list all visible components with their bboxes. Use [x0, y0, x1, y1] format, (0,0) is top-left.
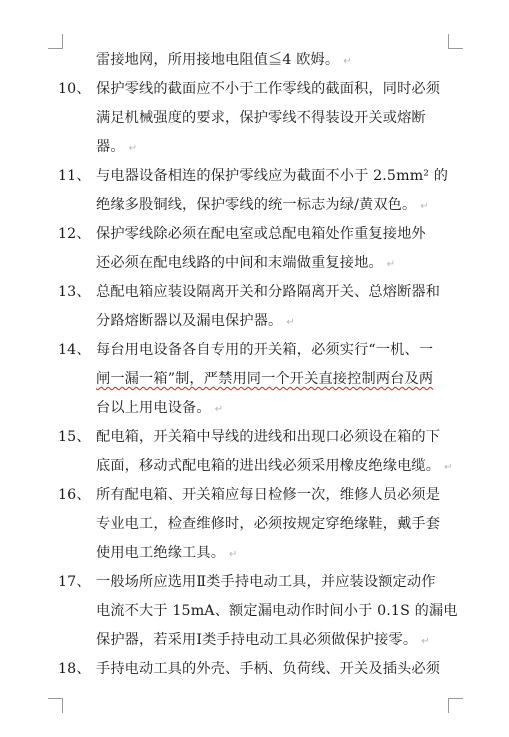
line-text: 保护零线除必须在配电室或总配电箱处作重复接地外: [96, 226, 426, 242]
paragraph-mark: ↵: [343, 56, 352, 67]
paragraph-mark: ↵: [421, 636, 430, 647]
line-text: 绝缘多股铜线，保护零线的统一标志为绿/黄双色。: [96, 197, 417, 213]
text-line: [58, 133, 458, 162]
item-number: 12、: [58, 226, 91, 242]
item-number: 10、: [58, 81, 91, 97]
item-number: 13、: [58, 284, 91, 300]
text-line: [58, 75, 458, 104]
line-text: 雷接地网，所用接地电阻值≦4 欧姆。: [96, 52, 340, 68]
crop-mark-bottom-right: [448, 698, 463, 713]
paragraph-continuation: [58, 46, 458, 75]
text-line: [58, 481, 458, 510]
list-item-11: [58, 162, 458, 220]
paragraph-mark: ↵: [128, 143, 138, 154]
text-line: [58, 162, 458, 191]
list-item-10: [58, 75, 458, 162]
list-item-15: [58, 423, 458, 481]
paragraph-mark: ↵: [286, 317, 295, 328]
line-text: 电流不大于 15mA、额定漏电动作时间小于 0.1S 的漏电: [96, 603, 458, 619]
line-text: 分路熔断器以及漏电保护器。: [96, 313, 283, 329]
paragraph-mark: ↵: [444, 462, 453, 473]
line-text: 底面，移动式配电箱的进出线必须采用橡皮绝缘电缆。: [96, 458, 441, 474]
text-line: [58, 394, 458, 423]
line-text: 与电器设备相连的保护零线应为截面不小于 2.5mm² 的: [96, 168, 449, 184]
item-number: 14、: [58, 342, 91, 358]
line-text: 器。: [96, 139, 125, 155]
line-text: 一般场所应选用Ⅱ类手持电动工具，并应装设额定动作: [96, 574, 436, 590]
item-number: 11、: [58, 168, 91, 184]
line-text-spellcheck: 闸一漏一箱”制，严禁用同一个开关直接控制两台及两: [96, 371, 434, 387]
text-line: [58, 597, 458, 626]
line-text: 配电箱，开关箱中导线的进线和出现口必须设在箱的下: [96, 429, 441, 445]
paragraph-mark: ↵: [420, 201, 429, 212]
text-line: [58, 655, 458, 684]
paragraph-mark: ↵: [229, 549, 238, 560]
item-number: 15、: [58, 429, 91, 445]
item-number: 16、: [58, 487, 91, 503]
text-line: [58, 220, 458, 249]
text-line: [58, 336, 458, 365]
text-line: [58, 365, 458, 394]
line-text: 手持电动工具的外壳、手柄、负荷线、开关及插头必须: [96, 661, 441, 677]
item-number: 18、: [58, 661, 91, 677]
text-line: [58, 278, 458, 307]
line-text: 专业电工，检查维修时，必须按规定穿绝缘鞋，戴手套: [96, 516, 441, 532]
text-line: [58, 539, 458, 568]
text-line: [58, 249, 458, 278]
line-text: 保护零线的截面应不小于工作零线的截面积，同时必须: [96, 81, 441, 97]
paragraph-mark: ↵: [214, 404, 224, 415]
list-item-12: [58, 220, 458, 278]
list-item-13: [58, 278, 458, 336]
line-text: 每台用电设备各自专用的开关箱，必须实行“一机、一: [96, 342, 434, 358]
text-line: [58, 423, 458, 452]
item-number: 17、: [58, 574, 91, 590]
line-text: 保护器，若采用Ⅰ类手持电动工具必须做保护接零。: [96, 632, 418, 648]
list-item-14: [58, 336, 458, 423]
text-line: [58, 46, 458, 75]
line-text: 满足机械强度的要求，保护零线不得装设开关或熔断: [96, 110, 426, 126]
paragraph-mark: ↵: [386, 259, 396, 270]
text-line: [58, 568, 458, 597]
list-item-17: [58, 568, 458, 655]
line-text: 还必须在配电线路的中间和末端做重复接地。: [96, 255, 383, 271]
document-body[interactable]: [58, 46, 458, 684]
list-item-16: [58, 481, 458, 568]
line-text: 总配电箱应装设隔离开关和分路隔离开关、总熔断器和: [96, 284, 441, 300]
line-text: 所有配电箱、开关箱应每日检修一次，维修人员必须是: [96, 487, 441, 503]
text-line: [58, 626, 458, 655]
text-line: [58, 191, 458, 220]
text-line: [58, 307, 458, 336]
list-item-18: [58, 655, 458, 684]
text-line: [58, 510, 458, 539]
line-text: 使用电工绝缘工具。: [96, 545, 226, 561]
text-line: [58, 452, 458, 481]
text-line: [58, 104, 458, 133]
crop-mark-bottom-left: [48, 698, 63, 713]
line-text: 台以上用电设备。: [96, 400, 211, 416]
